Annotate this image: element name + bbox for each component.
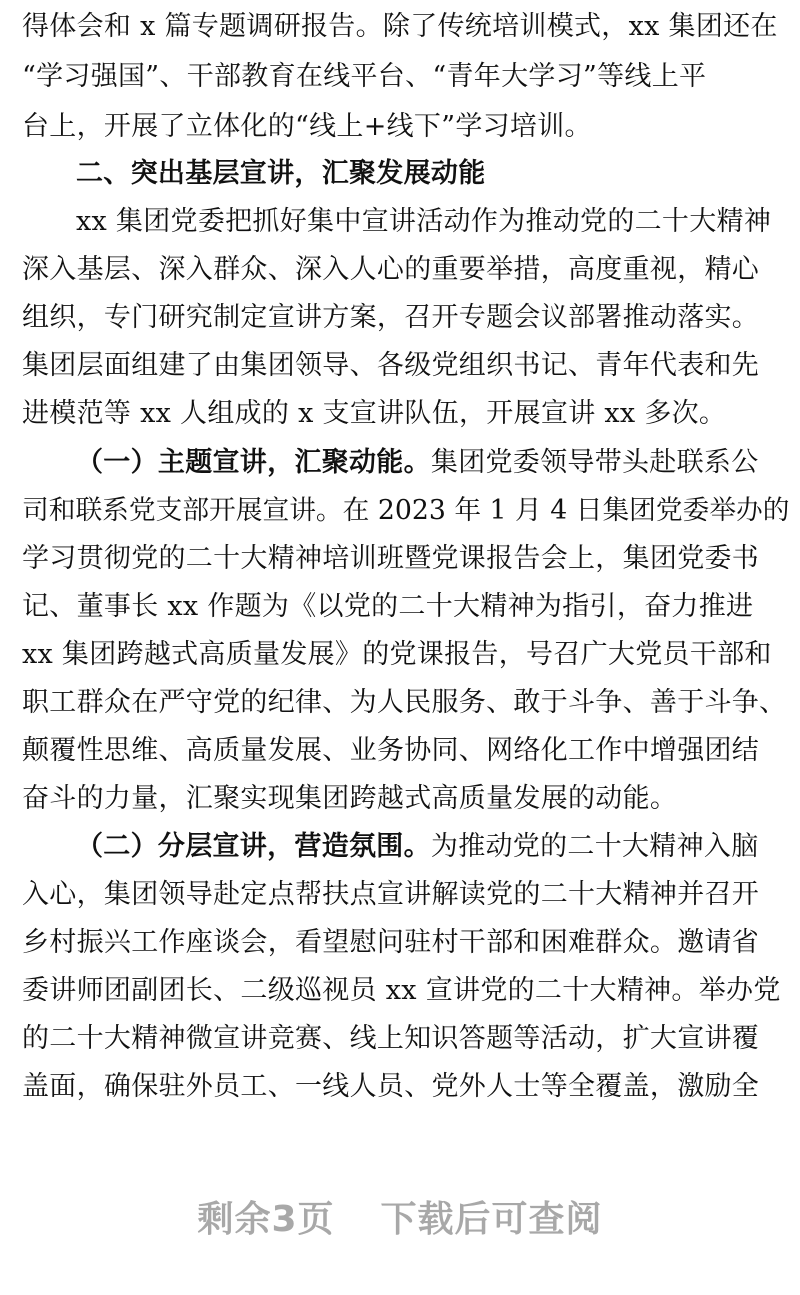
body-text-line: “学习强国”、干部教育在线平台、“青年大学习”等线上平 bbox=[22, 61, 707, 92]
body-text-line: xx 集团跨越式高质量发展》的党课报告，号召广大党员干部和 bbox=[22, 639, 772, 670]
body-text-line: xx 集团党委把抓好集中宣讲活动作为推动党的二十大精神 bbox=[76, 206, 772, 237]
body-text-line: 职工群众在严守党的纪律、为人民服务、敢于斗争、善于斗争、 bbox=[22, 687, 787, 718]
body-text-line: 委讲师团副团长、二级巡视员 xx 宣讲党的二十大精神。举办党 bbox=[22, 975, 781, 1006]
download-prompt-banner[interactable] bbox=[0, 1190, 800, 1250]
remaining-pages-label: 剩余3页 bbox=[197, 1199, 335, 1240]
download-to-view-label: 下载后可查阅 bbox=[380, 1199, 603, 1240]
body-text-line: 司和联系党支部开展宣讲。在 2023 年 1 月 4 日集团党委举办的 bbox=[22, 495, 790, 526]
body-text-line: 入心，集团领导赴定点帮扶点宣讲解读党的二十大精神并召开 bbox=[22, 879, 760, 910]
body-text-line: 的二十大精神微宣讲竞赛、线上知识答题等活动，扩大宣讲覆 bbox=[22, 1023, 760, 1054]
body-text-line: 乡村振兴工作座谈会，看望慰问驻村干部和困难群众。邀请省 bbox=[22, 927, 760, 958]
body-text-line: 集团层面组建了由集团领导、各级党组织书记、青年代表和先 bbox=[22, 350, 760, 381]
body-text-line: 进模范等 xx 人组成的 x 支宣讲队伍，开展宣讲 xx 多次。 bbox=[22, 398, 727, 429]
body-text-line: 学习贯彻党的二十大精神培训班暨党课报告会上，集团党委书 bbox=[22, 543, 760, 574]
body-text-line: 台上，开展了立体化的“线上+线下”学习培训。 bbox=[22, 111, 592, 142]
subsection-heading: （二）分层宣讲，营造氛围。 bbox=[76, 831, 431, 862]
section-heading: 二、突出基层宣讲，汇聚发展动能 bbox=[76, 158, 486, 189]
body-text-line: 组织，专门研究制定宣讲方案，召开专题会议部署推动落实。 bbox=[22, 302, 760, 333]
body-text-line: 奋斗的力量，汇聚实现集团跨越式高质量发展的动能。 bbox=[22, 783, 678, 814]
body-text-line: 盖面，确保驻外员工、一线人员、党外人士等全覆盖，激励全 bbox=[22, 1071, 760, 1102]
body-text-line: 深入基层、深入群众、深入人心的重要举措，高度重视，精心 bbox=[22, 254, 760, 285]
body-text-line bbox=[76, 446, 759, 480]
body-text-line: 记、董事长 xx 作题为《以党的二十大精神为指引，奋力推进 bbox=[22, 591, 754, 622]
body-text-line: 得体会和 x 篇专题调研报告。除了传统培训模式，xx 集团还在 bbox=[22, 11, 778, 42]
subsection-heading: （一）主题宣讲，汇聚动能。 bbox=[76, 447, 431, 478]
body-text-line: 颠覆性思维、高质量发展、业务协同、网络化工作中增强团结 bbox=[22, 735, 760, 766]
body-text-line bbox=[76, 830, 759, 864]
body-text-span: 集团党委领导带头赴联系公 bbox=[430, 447, 759, 478]
body-text-span: 为推动党的二十大精神入脑 bbox=[430, 831, 759, 862]
